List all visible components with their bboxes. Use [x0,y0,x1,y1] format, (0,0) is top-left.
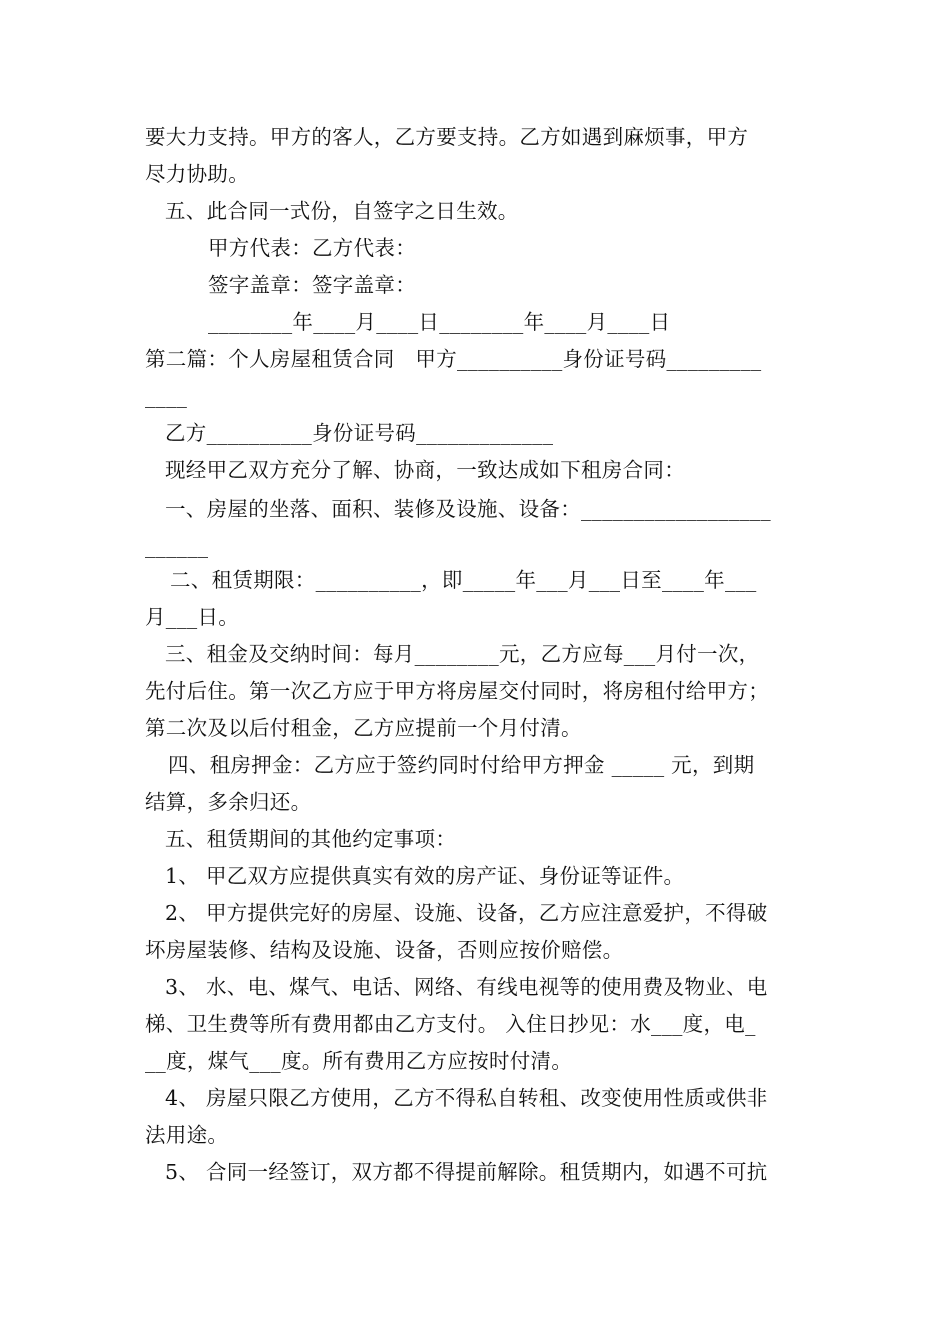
text-line: 要大力支持。甲方的客人，乙方要支持。乙方如遇到麻烦事，甲方 [145,125,749,149]
text-line: 坏房屋装修、结构及设施、设备，否则应按价赔偿。 [145,938,624,962]
text-line: 梯、卫生费等所有费用都由乙方支付。 入住日抄见：水___度，电_ [145,1012,756,1036]
text-line: 甲方代表：乙方代表： [208,236,416,260]
text-line: 五、租赁期间的其他约定事项： [165,827,457,851]
text-line: 结算，多余归还。 [145,790,312,814]
text-line: 三、租金及交纳时间：每月________元，乙方应每___月付一次， [165,642,760,666]
text-line: ________年____月____日________年____月____日 [208,310,671,334]
text-line: 一、房屋的坐落、面积、装修及设施、设备：__________________ [165,497,771,521]
text-line: 5、 合同一经签订，双方都不得提前解除。租赁期内，如遇不可抗 [165,1160,768,1184]
text-line: 法用途。 [145,1123,229,1147]
section-heading: 第二篇：个人房屋租赁合同 甲方__________身份证号码_________ [145,347,762,371]
text-line: 尽力协助。 [145,162,249,186]
text-line: 现经甲乙双方充分了解、协商，一致达成如下租房合同： [165,458,685,482]
text-line: __度，煤气___度。所有费用乙方应按时付清。 [145,1049,573,1073]
text-line: 4、 房屋只限乙方使用，乙方不得私自转租、改变使用性质或供非 [165,1086,768,1110]
text-line: ____ [145,384,188,408]
text-line: 二、租赁期限：__________，即_____年___月___日至____年___ [170,568,757,592]
text-line: 3、 水、电、煤气、电话、网络、有线电视等的使用费及物业、电 [165,975,768,999]
text-line: 2、 甲方提供完好的房屋、设施、设备，乙方应注意爱护，不得破 [165,901,768,925]
text-line: 乙方__________身份证号码_____________ [165,421,554,445]
text-line: 五、此合同一式份，自签字之日生效。 [165,199,519,223]
text-line: 第二次及以后付租金，乙方应提前一个月付清。 [145,716,582,740]
text-line: 先付后住。第一次乙方应于甲方将房屋交付同时，将房租付给甲方； [145,679,769,703]
text-line: 四、租房押金：乙方应于签约同时付给甲方押金 _____ 元，到期 [168,753,755,777]
text-line: 签字盖章：签字盖章： [208,273,416,297]
text-line: ______ [145,534,209,558]
text-line: 月___日。 [145,605,240,629]
text-line: 1、 甲乙双方应提供真实有效的房产证、身份证等证件。 [165,864,685,888]
